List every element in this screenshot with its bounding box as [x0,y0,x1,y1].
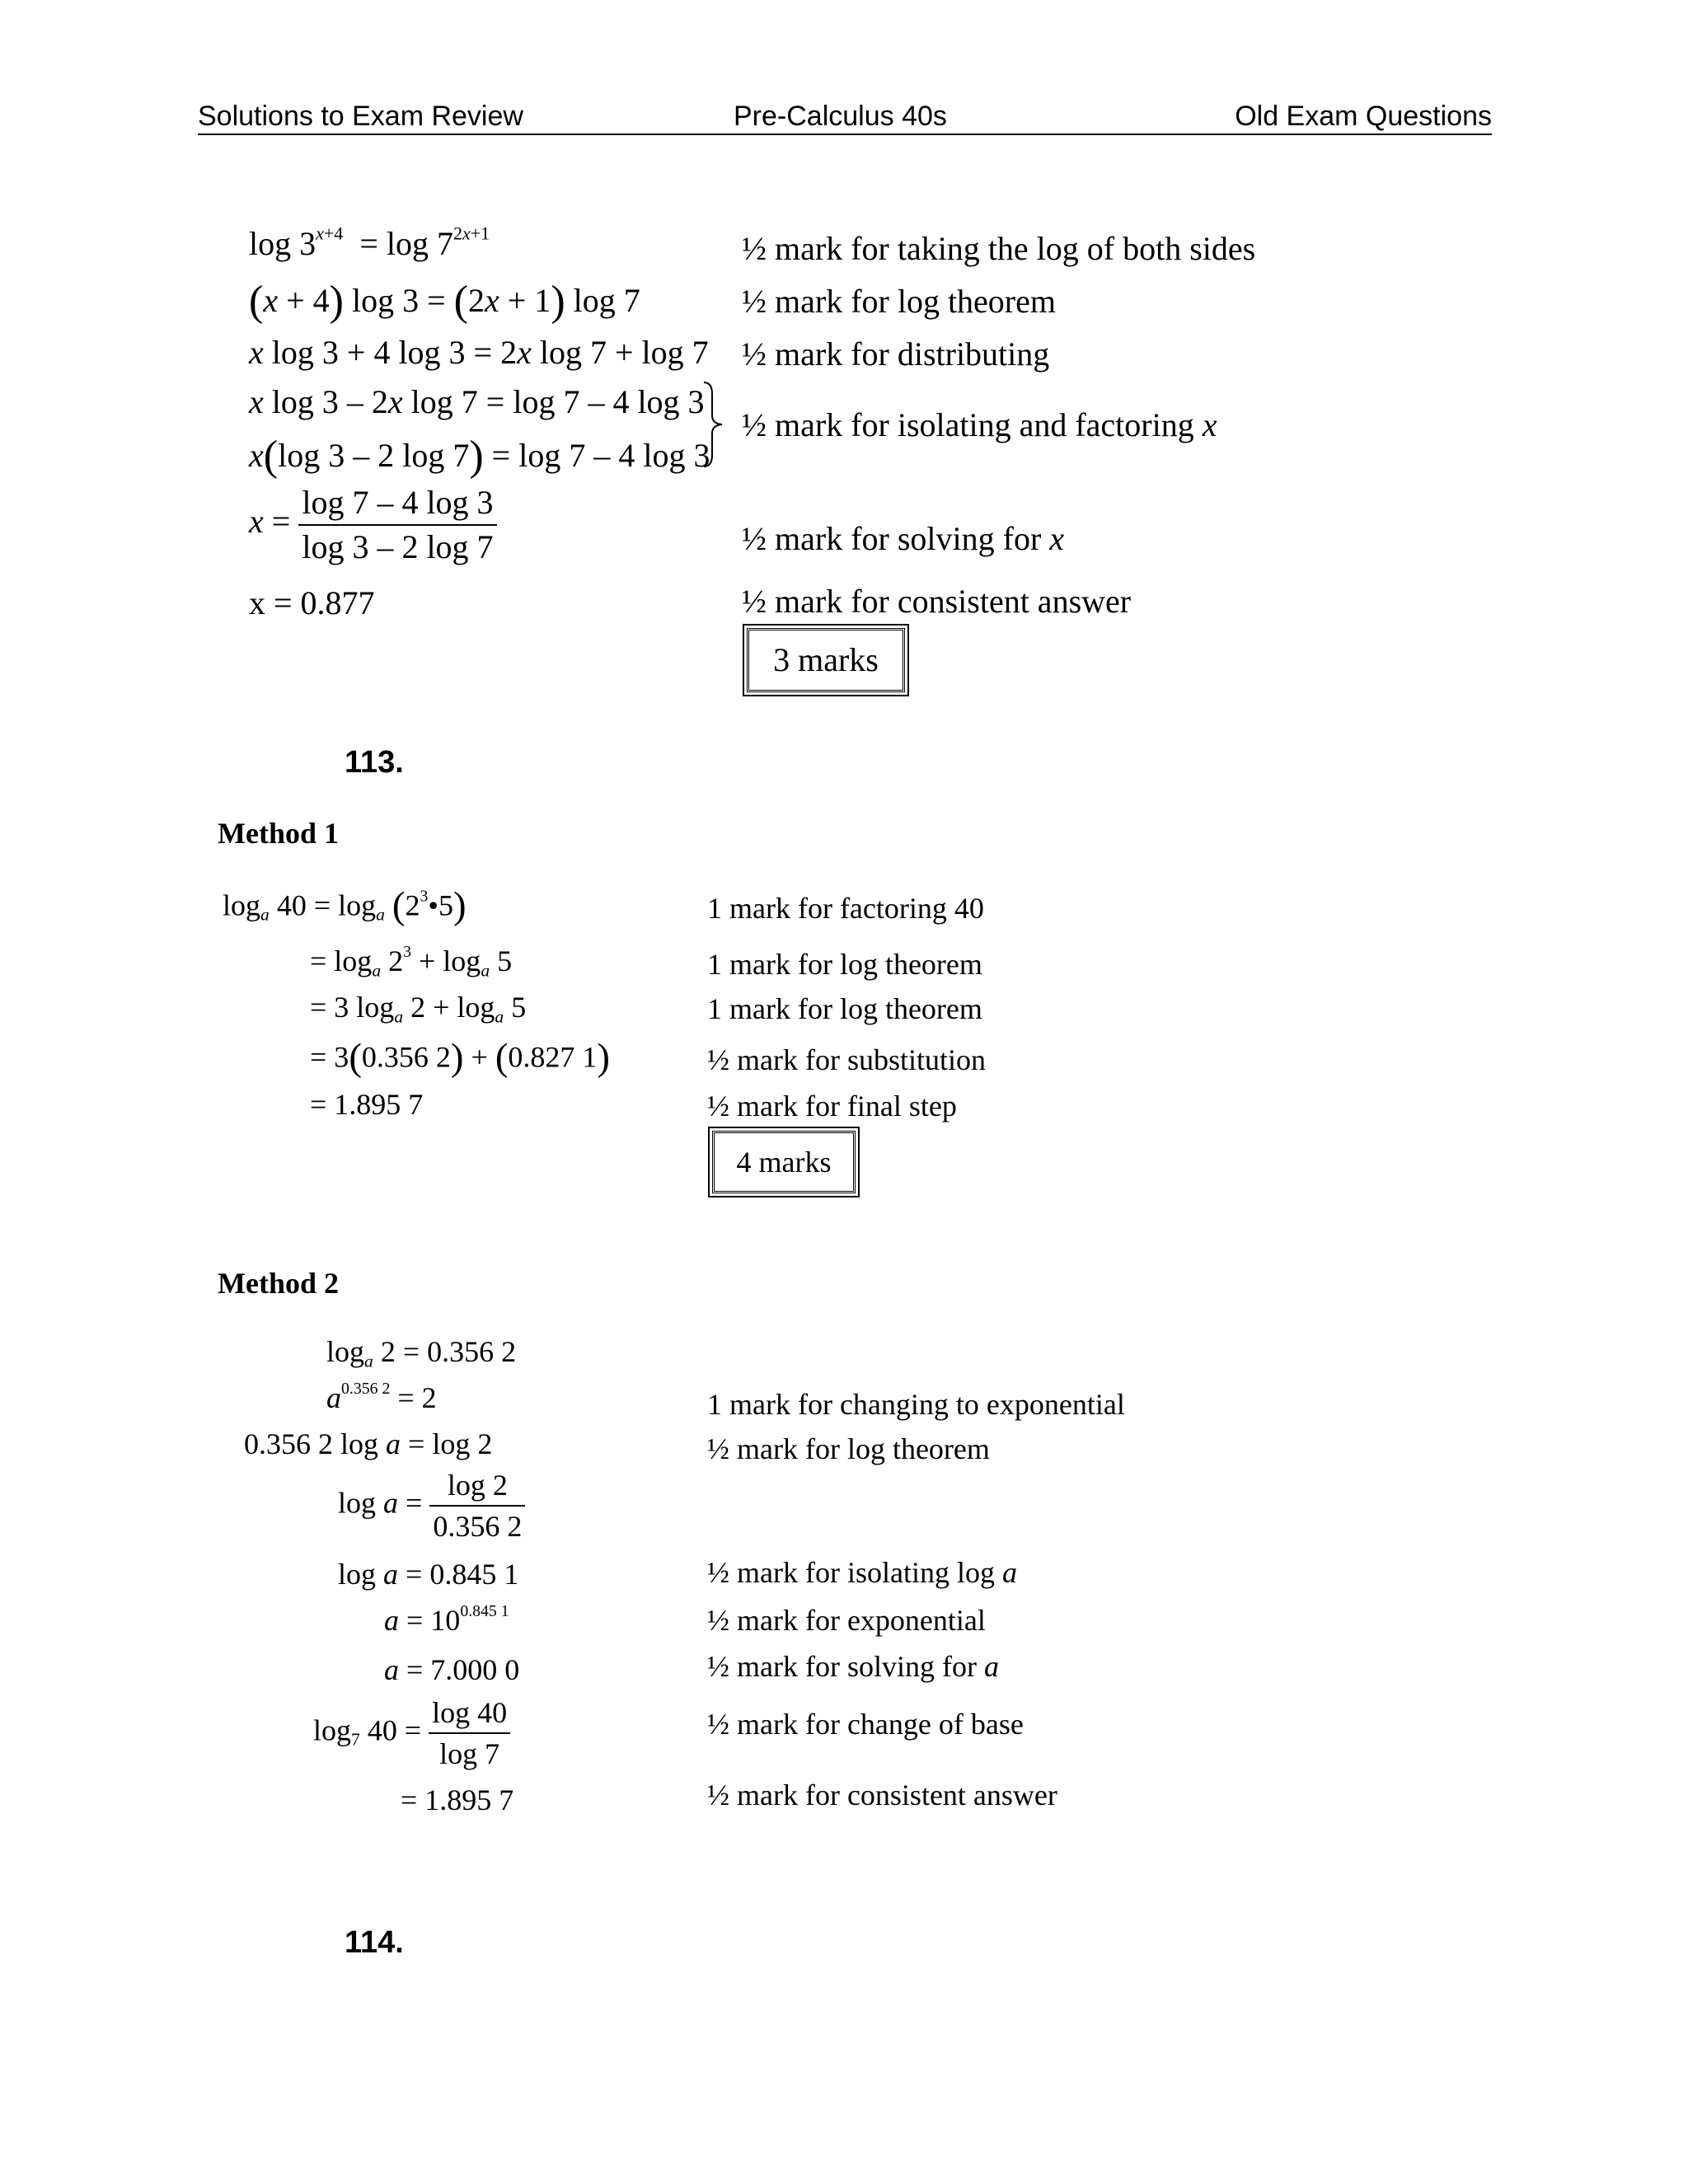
eq-m2-line9: = 1.895 7 [401,1783,514,1816]
total-112: 3 marks [773,641,879,678]
mark-112-1: ½ mark for taking the log of both sides [742,230,1256,267]
mark-m2-6: ½ mark for change of base [707,1708,1024,1741]
brace-icon [701,379,725,470]
eq-m2-line8: $\log_7 40$ = $\frac{\log 40}{\log 7}$ [313,1698,510,1769]
total-112-box [747,628,905,692]
eq-112-answer: x = 0.877 [249,584,375,621]
eq-112-line3: x log 3 + 4 log 3 = 2x log 7 + log 7 [249,334,709,371]
mark-m2-5-text: ½ mark for solving for [707,1650,984,1683]
eq-m1-line3: = 3 $\log_a 2 + \log_a 5$ [310,991,527,1027]
header-center: Pre-Calculus 40s [734,101,947,132]
page-header [198,99,1492,135]
eq-m2-line3: 0.356 2 log a = log 2 [244,1427,493,1460]
mark-112-5-text: ½ mark for solving for [742,520,1050,557]
eq-m2-line7: a = 7.000 0 [384,1653,520,1686]
eq-m2-line4: log a = $\frac{\log 2}{0.356 2}$ [338,1470,525,1541]
eq-m1-line4: = 3(0.356 2) + (0.827 1) [310,1036,610,1079]
question-113-number: 113. [345,745,404,780]
mark-m1-3: 1 mark for log theorem [707,992,982,1025]
mark-m2-1: 1 mark for changing to exponential [707,1388,1125,1421]
mark-112-6: ½ mark for consistent answer [742,583,1132,620]
eq-112-line5: x(log 3 – 2 log 7) = log 7 – 4 log 3 [249,433,710,480]
mark-112-5 [742,520,1065,557]
mark-m2-2: ½ mark for log theorem [707,1432,990,1465]
mark-m2-3-var: a [1001,1556,1017,1589]
eq-112-line6: x = $\frac{\log 7 - 4 \log 3}{\log 3 - 2 \log 7}$ [249,486,497,564]
mark-112-3: ½ mark for distributing [742,335,1050,373]
header-right: Old Exam Questions [1235,101,1492,132]
eq-m2-line1: $\log_a 2 = 0.356$ 2 [326,1335,517,1371]
eq-m2-line6: $a = 10^{0.845 1}$ [384,1602,509,1637]
mark-m2-3-text: ½ mark for isolating log [707,1556,995,1589]
method1-title: Method 1 [218,817,339,850]
question-114-number: 114. [345,1925,404,1960]
total-m1-box [712,1131,856,1193]
mark-112-4 [742,406,1217,443]
eq-m2-line2: $a^{0.356 2} = 2$ [326,1380,437,1414]
eq-m1-line2: = $\log_a 2^3 + \log_a 5$ [310,943,513,981]
mark-m2-7: ½ mark for consistent answer [707,1779,1057,1811]
mark-112-4-text: ½ mark for isolating and factoring [742,406,1203,443]
mark-m1-1: 1 mark for factoring 40 [707,892,984,925]
eq-m1-line5: = 1.895 7 [310,1088,424,1121]
eq-112-line2: (x + 4) log 3 = (2x + 1) log 7 [249,278,640,325]
eq-m2-line5: log a = 0.845 1 [338,1558,519,1591]
eq-112-line4: x log 3 – 2x log 7 = log 7 – 4 log 3 [249,383,705,420]
header-left: Solutions to Exam Review [198,101,523,132]
mark-m1-2: 1 mark for log theorem [707,948,982,981]
mark-m1-4: ½ mark for substitution [707,1043,986,1076]
mark-m1-5: ½ mark for final step [707,1090,957,1122]
mark-112-5-var: x [1049,520,1065,557]
mark-112-4-var: x [1202,406,1217,443]
mark-m2-5-var: a [983,1650,999,1683]
mark-m2-3 [707,1558,1017,1587]
method2-title: Method 2 [218,1267,339,1300]
total-m1: 4 marks [736,1146,832,1179]
mark-112-2: ½ mark for log theorem [742,283,1056,320]
mark-m2-5 [707,1652,999,1681]
mark-m2-4: ½ mark for exponential [707,1604,986,1637]
eq-112-line1: $\log 3^{x+4} = \log 7^{2x+1}$ [249,223,490,262]
eq-m1-line1: $\log_a 40 = \log_a$ $(2^3•5)$ [223,884,467,927]
